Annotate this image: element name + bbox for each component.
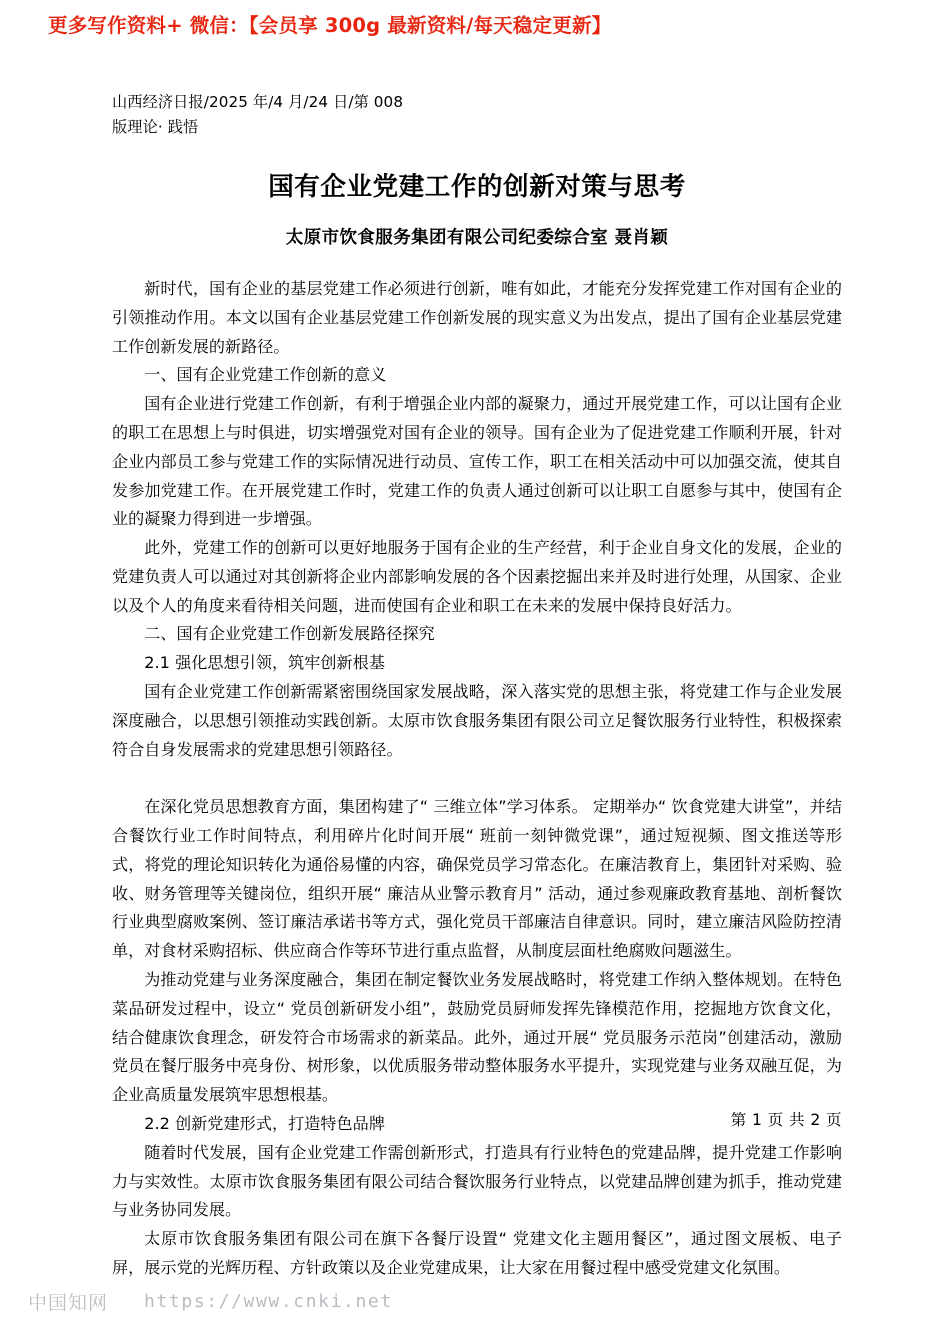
cnki-url-text: https://www.cnki.net bbox=[144, 1291, 393, 1312]
cnki-watermark bbox=[28, 1288, 393, 1315]
page-number-footer: 第 1 页 共 2 页 bbox=[730, 1111, 842, 1129]
promo-banner bbox=[0, 14, 950, 37]
paragraph: 在深化党员思想教育方面，集团构建了“ 三维立体”学习体系。 定期举办“ 饮食党建大讲堂”，并结合餐饮行业工作时间特点，利用碎片化时间开展“ 班前一刻钟微党课”，通过短视频、图文推送等形式，将党的理论知识转化为通俗易懂的内容，确保党员学习常态化。在廉洁教育上，集团针对采购、验收、财务管理等关键岗位，组织开展“ 廉洁从业警示教育月” 活动，通过参观廉政教育基地、剖析餐饮行业典型腐败案例、签订廉洁承诺书等方式，强化党员干部廉洁自律意识。同时，建立廉洁风险防控清单，对食材采购招标、供应商合作等环节进行重点监督，从制度层面杜绝腐败问题滋生。 bbox=[112, 797, 842, 961]
subsection-heading: 2.1 强化思想引领，筑牢创新根基 bbox=[144, 653, 385, 673]
section-heading: 一、国有企业党建工作创新的意义 bbox=[144, 365, 387, 385]
article-body bbox=[112, 275, 842, 1283]
section-heading: 二、国有企业党建工作创新发展路径探究 bbox=[144, 624, 435, 644]
paragraph: 太原市饮食服务集团有限公司在旗下各餐厅设置“ 党建文化主题用餐区”，通过图文展板、电子屏，展示党的光辉历程、方针政策以及企业党建成果，让大家在用餐过程中感受党建文化氛围。 bbox=[112, 1229, 842, 1278]
author-byline: 太原市饮食服务集团有限公司纪委综合室 聂肖颖 bbox=[285, 228, 669, 249]
subsection-heading: 2.2 创新党建形式，打造特色品牌 bbox=[144, 1114, 385, 1134]
promo-banner-text: 更多写作资料+ 微信：【会员享 300g 最新资料/每天稳定更新】 bbox=[48, 14, 612, 37]
page-title: 国有企业党建工作的创新对策与思考 bbox=[268, 172, 686, 202]
cnki-logo-text: 中国知网 bbox=[28, 1292, 109, 1314]
source-reference bbox=[112, 90, 842, 140]
paragraph: 国有企业进行党建工作创新，有利于增强企业内部的凝聚力，通过开展党建工作，可以让国有企业的职工在思想上与时俱进，切实增强党对国有企业的领导。国有企业为了促进党建工作顺利开展，针对企业内部员工参与党建工作的实际情况进行动员、宣传工作，职工在相关活动中可以加强交流，使其自发参加党建工作。在开展党建工作时，党建工作的负责人通过创新可以让职工自愿参与其中，使国有企业的凝聚力得到进一步增强。 bbox=[112, 394, 842, 529]
paragraph: 国有企业党建工作创新需紧密围绕国家发展战略，深入落实党的思想主张，将党建工作与企业发展深度融合，以思想引领推动实践创新。太原市饮食服务集团有限公司立足餐饮服务行业特性，积极探索符合自身发展需求的党建思想引领路径。 bbox=[112, 682, 842, 759]
source-line-date: 山西经济日报/2025 年/4 月/24 日/第 008 bbox=[112, 93, 404, 111]
paragraph: 随着时代发展，国有企业党建工作需创新形式，打造具有行业特色的党建品牌，提升党建工作影响力与实效性。太原市饮食服务集团有限公司结合餐饮服务行业特点，以党建品牌创建为抓手，推动党建与业务协同发展。 bbox=[112, 1142, 842, 1220]
paragraph: 新时代，国有企业的基层党建工作必须进行创新，唯有如此，才能充分发挥党建工作对国有企业的引领推动作用。本文以国有企业基层党建工作创新发展的现实意义为出发点，提出了国有企业基层党建工作创新发展的新路径。 bbox=[112, 278, 842, 356]
paragraph: 为推动党建与业务深度融合，集团在制定餐饮业务发展战略时，将党建工作纳入整体规划。在特色菜品研发过程中，设立“ 党员创新研发小组”，鼓励党员厨师发挥先锋模范作用，挖掘地方饮食文化，结合健康饮食理念，研发符合市场需求的新菜品。此外，通过开展“ 党员服务示范岗”创建活动，激励党员在餐厅服务中亮身份、树形象，以优质服务带动整体服务水平提升，实现党建与业务双融互促，为企业高质量发展筑牢思想根基。 bbox=[112, 970, 842, 1105]
paragraph: 此外，党建工作的创新可以更好地服务于国有企业的生产经营，利于企业自身文化的发展，企业的党建负责人可以通过对其创新将企业内部影响发展的各个因素挖掘出来并及时进行处理，从国家、企业以及个人的角度来看待相关问题，进而使国有企业和职工在未来的发展中保持良好活力。 bbox=[112, 538, 842, 615]
document-content bbox=[112, 90, 842, 1283]
source-line-section: 版理论· 践悟 bbox=[112, 118, 199, 136]
